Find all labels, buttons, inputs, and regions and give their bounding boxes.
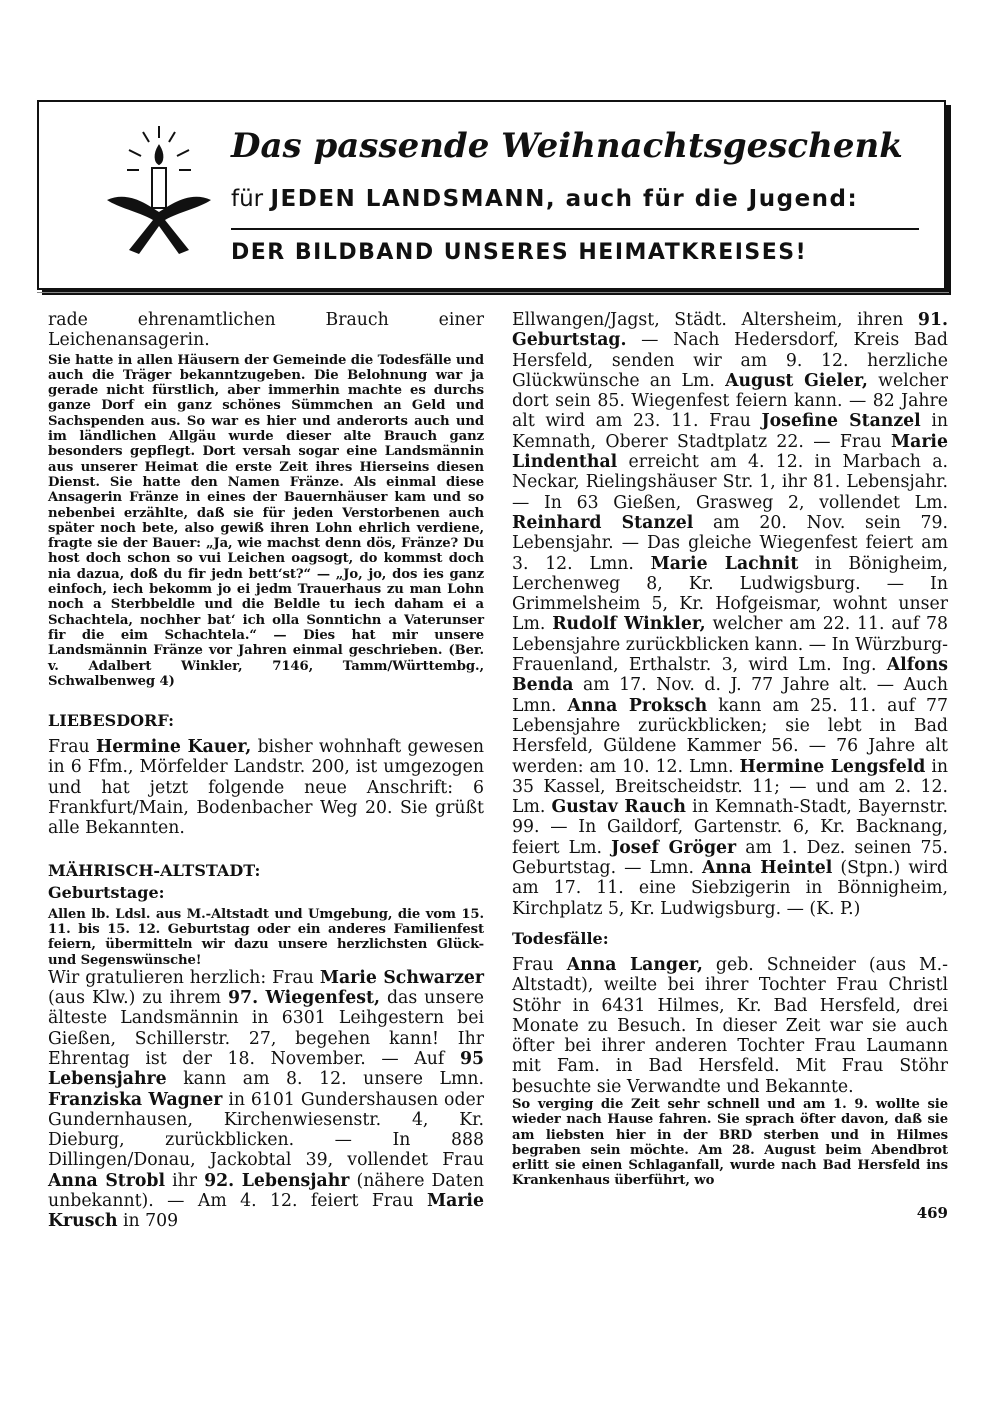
bold-name: Rudolf Winkler,: [552, 614, 706, 635]
bold-name: Anna Strobl: [48, 1170, 166, 1191]
right-column: [512, 310, 948, 1223]
text-run: bisher wohnhaft gewesen in 6 Ffm., Mörfelder Landstr. 200, ist umgezogen und hat jetzt folgende neue Anschrift: 6 Frankfurt/Main, Bodenbacher Weg 20. Sie grüßt alle Bekannten.: [48, 737, 484, 839]
paragraph-small: [512, 1097, 948, 1189]
paragraph: [48, 968, 484, 1232]
subtitle-bold: JEDEN LANDSMANN,: [270, 186, 557, 212]
banner-subtitle: [231, 184, 858, 214]
left-column: [48, 310, 484, 1232]
text-run: am 17. Nov. d. J. 77 Jahre alt. — Auch Lmn.: [512, 675, 948, 716]
text-run: Wir gratulieren herzlich: Frau: [48, 967, 320, 988]
banner-divider: [231, 228, 919, 230]
bold-name: 97. Wiegenfest,: [228, 988, 381, 1009]
text-run: — Nach Hedersdorf, Kreis Bad Hersfeld, senden wir am 9. 12. herzliche Glückwünsche an Lm.: [512, 330, 948, 391]
advertisement-banner: [37, 100, 946, 290]
text-run: in 6101 Gundershausen oder Gundernhausen, Kirchenwiesenstr. 4, Kr. Dieburg, zurückblicken. — In 888 Dillingen/Donau, Jackobtal 39, vollendet Frau: [48, 1089, 484, 1171]
subheading-todesfaelle: Todesfälle:: [512, 928, 609, 948]
paragraph: [512, 955, 948, 1097]
text-run: kann am 8. 12. unsere Lmn.: [166, 1069, 484, 1090]
text-run: am 20. Nov. sein 79. Lebensjahr. — Das gleiche Wiegenfest feiert am 3. 12. Lmn.: [512, 512, 948, 574]
text-run: Frau: [512, 954, 567, 975]
text-run: Ellwangen/Jagst, Städt. Altersheim, ihren: [512, 310, 918, 330]
bold-name: Hermine Lengsfeld: [739, 756, 926, 777]
text-run: in Bönigheim, Lerchenweg 8, Kr. Ludwigsburg. — In Grimmelsheim 5, Kr. Hofgeismar, wohnt unser Lm.: [512, 553, 948, 635]
subheading-geburtstage: Geburtstage:: [48, 882, 165, 902]
bold-name: Alfons Benda: [512, 655, 948, 696]
text-run: rade ehrenamtlichen Brauch einer Leichenansagerin.: [48, 310, 484, 351]
page-number: 469: [916, 1203, 948, 1222]
section-heading-maehrisch-altstadt: MÄHRISCH-ALTSTADT:: [48, 860, 261, 880]
bold-name: Anna Heintel: [702, 858, 833, 879]
text-run: Sie hatte in allen Häusern der Gemeinde die Todesfälle und auch die Träger bekanntzugeben. Die Belohnung war ja gerade nicht fürstlich, aber immerhin machte es durchs ganze Dorf ein ganz schönes Sümmchen an Geld und Sachspenden aus. So war es hier und anderorts auch und im ländlichen Allgäu wurde dieser alte Brauch ganz besonders gepflegt. Dort versah sogar eine Landsmännin aus unserer Heimat die erste Zeit ihres Hierseins diesen Dienst. Sie hatte den Namen Fränze. Als einmal diese Ansagerin Fränze in eines der Bauernhäuser kam und so nebenbei erzählte, daß sie für jeden Verstorbenen auch später noch bete, also gewiß ihren Lohn ehrlich verdiene, fragte sie der Bauer: „Ja, wie machst denn dös, Fränze? Du host doch schon so vui Leichen oagsogt, do kommst doch nia dazua, doß du fir jedn bett‘st?“ — „Jo, jo, dos ies ganz einfoch, iech bekomm jo ei jedm Trauerhaus zu man Lohn noch a Sterbbeldle und die Beldle tu iech daham ei a Schachtela, nochher bat‘ ich olla Sonntichn a Vaterunser fir die eim Schachtela.“ — Dies hat mir unsere Landsmännin Fränze vor Jahren einmal geschrieben. (Ber. v. Adalbert Winkler, 7146, Tamm/Württembg., Schwalbenweg 4): [48, 352, 484, 689]
bold-name: 91. Geburtstag.: [512, 310, 948, 351]
text-run: Allen lb. Ldsl. aus M.-Altstadt und Umgebung, die vom 15. 11. bis 15. 12. Geburtstag oder ein anderes Familienfest feiern, übermitteln wir dazu unsere herzlichsten Glück- und Segenswünsche!: [48, 906, 484, 968]
text-run: das unsere älteste Landsmännin in 6301 Leihgestern bei Gießen, Schillerstr. 27, begehen kann! Ihr Ehrentag ist der 18. November. — Auf: [48, 988, 484, 1069]
text-run: in Kemnath-Stadt, Bayernstr. 99. — In Gaildorf, Gartenstr. 6, Kr. Backnang, feiert Lm.: [512, 797, 948, 858]
bold-name: 92. Lebensjahr: [204, 1170, 350, 1191]
paragraph: [48, 310, 484, 351]
bold-name: Reinhard Stanzel: [512, 512, 694, 533]
text-run: am 1. Dez. seinen 75. Geburtstag. — Lmn.: [512, 837, 949, 879]
paragraph-small: [48, 907, 484, 968]
bold-name: Josefine Stanzel: [761, 411, 921, 432]
text-run: welcher am 22. 11. auf 78 Lebensjahre zurückblicken kann. — In Würzburg-Frauenland, Erthalstr. 3, wird Lm. Ing.: [512, 614, 948, 676]
bold-name: August Gieler,: [725, 370, 868, 391]
bold-name: Franziska Wagner: [48, 1089, 223, 1110]
banner-title: Das passende Weihnachtsgeschenk: [231, 126, 903, 166]
bold-name: Anna Langer,: [566, 954, 703, 975]
bold-name: Anna Proksch: [567, 695, 708, 716]
subtitle-suffix: auch für die Jugend:: [556, 186, 859, 212]
paragraph-small: [48, 353, 484, 690]
paragraph: [48, 737, 484, 838]
bold-name: Gustav Rauch: [551, 797, 686, 818]
text-run: in Kemnath, Oberer Stadtplatz 22. — Frau: [512, 411, 949, 452]
bold-name: Marie Lindenthal: [512, 431, 948, 473]
candle-wreath-icon: [99, 120, 219, 260]
text-run: erreicht am 4. 12. in Marbach a. Neckar, Rielingshäuser Str. 1, ihr 81. Lebensjahr. — In 63 Gießen, Grasweg 2, vollendet Lm.: [512, 452, 948, 513]
bold-name: Josef Gröger: [611, 837, 737, 858]
bold-name: Hermine Kauer,: [95, 737, 252, 758]
text-run: So verging die Zeit sehr schnell und am 1. 9. wollte sie wieder nach Hause fahren. Sie sprach öfter davon, daß sie am liebsten hier in der BRD sterben und in Hilmes begraben sein möchte. Am 28. August beim Abendbrot erlitt sie einen Schlaganfall, wurde nach Bad Hersfeld ins Krankenhaus überführt, wo: [512, 1096, 948, 1189]
text-run: in 35 Kassel, Breitscheidstr. 11; — und am 2. 12. Lm.: [512, 756, 948, 818]
text-run: ihr: [165, 1170, 205, 1191]
bold-name: Marie Lachnit: [650, 553, 799, 574]
text-run: welcher dort sein 85. Wiegenfest feiern kann. — 82 Jahre alt wird am 23. 11. Frau: [512, 370, 949, 432]
bold-name: Marie Schwarzer: [319, 967, 484, 988]
text-run: kann am 25. 11. auf 77 Lebensjahre zurückblicken; sie lebt in Bad Hersfeld, Güldene Kammer 56. — 76 Jahre alt werden: am 10. 12. Lmn.: [512, 695, 948, 777]
section-divider: [37, 292, 949, 293]
bold-name: Marie Krusch: [48, 1191, 484, 1232]
paragraph: [512, 310, 948, 919]
text-run: (aus Klw.) zu ihrem: [48, 988, 229, 1009]
text-run: (Stpn.) wird am 17. 11. eine Siebzigerin in Bönnigheim, Kirchplatz 5, Kr. Ludwigsburg. — (K. P.): [512, 858, 948, 919]
text-run: (nähere Daten unbekannt). — Am 4. 12. feiert Frau: [48, 1170, 485, 1212]
banner-headline: DER BILDBAND UNSERES HEIMATKREISES!: [231, 240, 808, 265]
text-run: geb. Schneider (aus M.-Altstadt), weilte bei ihrer Tochter Frau Christl Stöhr in 6431 Hilmes, Kr. Bad Hersfeld, drei Monate zu Besuch. In dieser Zeit war sie auch öfter bei ihrer anderen Tochter Frau Laumann mit Fam. in Bad Hersfeld. Mit Frau Stöhr besuchte sie Verwandte und Bekannte.: [512, 954, 948, 1097]
bold-name: 95 Lebensjahre: [48, 1048, 484, 1090]
subtitle-prefix: für: [231, 186, 271, 212]
text-run: in 709: [117, 1211, 179, 1232]
text-run: Frau: [48, 737, 96, 758]
section-heading-liebesdorf: LIEBESDORF:: [48, 711, 175, 731]
